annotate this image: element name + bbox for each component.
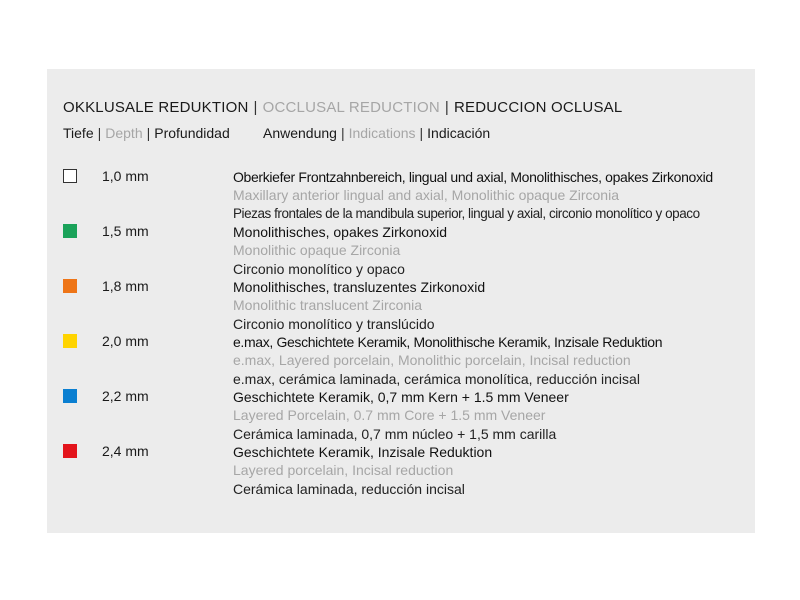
indication-es: Cerámica laminada, 0,7 mm núcleo + 1,5 mm carilla	[233, 425, 557, 442]
thickness-value: 1,5 mm	[102, 223, 149, 239]
indication-text	[233, 223, 447, 278]
app-en: Indications	[348, 125, 416, 141]
color-swatch	[63, 389, 77, 403]
indication-es: e.max, cerámica laminada, cerámica monolítica, reducción incisal	[233, 370, 640, 387]
indication-en: Maxillary anterior lingual and axial, Monolithic opaque Zirconia	[233, 187, 619, 204]
indication-text	[233, 333, 662, 388]
indication-de: Oberkiefer Frontzahnbereich, lingual und axial, Monolithisches, opakes Zirkonoxid	[233, 169, 713, 185]
table-row	[47, 167, 755, 222]
indication-en: Layered Porcelain, 0.7 mm Core + 1.5 mm Veneer	[233, 407, 546, 424]
depth-es: Profundidad	[154, 125, 230, 141]
indication-es: Circonio monolítico y translúcido	[233, 315, 435, 332]
indication-text	[233, 168, 713, 223]
column-headers	[63, 125, 491, 141]
indication-en: Layered porcelain, Incisal reduction	[233, 462, 454, 479]
occlusal-reduction-panel	[47, 69, 755, 533]
header-separator: |	[97, 125, 102, 141]
page-title	[63, 99, 622, 116]
title-en: OCCLUSAL REDUCTION	[262, 99, 440, 116]
indication-es: Piezas frontales de la mandibula superior, lingual y axial, circonio monolítico y opaco	[233, 205, 700, 221]
color-swatch	[63, 334, 77, 348]
thickness-value: 1,0 mm	[102, 168, 149, 184]
thickness-value: 1,8 mm	[102, 278, 149, 294]
title-separator: |	[444, 99, 449, 116]
title-separator: |	[253, 99, 258, 116]
table-row	[47, 442, 755, 497]
title-es: REDUCCION OCLUSAL	[453, 99, 623, 116]
app-es: Indicación	[427, 125, 491, 141]
depth-de: Tiefe	[63, 125, 94, 141]
indication-de: Geschichtete Keramik, 0,7 mm Kern + 1.5 mm Veneer	[233, 389, 569, 405]
thickness-value: 2,2 mm	[102, 388, 149, 404]
indication-de: e.max, Geschichtete Keramik, Monolithische Keramik, Inzisale Reduktion	[233, 334, 663, 350]
indication-en: Monolithic opaque Zirconia	[233, 242, 401, 259]
header-separator: |	[146, 125, 151, 141]
color-swatch	[63, 224, 77, 238]
header-separator: |	[340, 125, 345, 141]
table-row	[47, 222, 755, 277]
indications-header	[263, 125, 490, 141]
indication-text	[233, 388, 569, 443]
header-separator: |	[419, 125, 424, 141]
indication-de: Monolithisches, transluzentes Zirkonoxid	[233, 279, 486, 295]
color-swatch	[63, 279, 77, 293]
table-row	[47, 387, 755, 442]
reduction-table	[47, 167, 755, 497]
indication-en: Monolithic translucent Zirconia	[233, 297, 423, 314]
indication-de: Monolithisches, opakes Zirkonoxid	[233, 224, 447, 240]
title-de: OKKLUSALE REDUKTION	[63, 99, 249, 116]
indication-text	[233, 278, 485, 333]
indication-es: Circonio monolítico y opaco	[233, 260, 405, 277]
indication-en: e.max, Layered porcelain, Monolithic porcelain, Incisal reduction	[233, 352, 631, 369]
depth-header	[63, 125, 230, 141]
indication-es: Cerámica laminada, reducción incisal	[233, 480, 465, 497]
thickness-value: 2,0 mm	[102, 333, 149, 349]
app-de: Anwendung	[263, 125, 337, 141]
table-row	[47, 332, 755, 387]
color-swatch	[63, 444, 77, 458]
indication-text	[233, 443, 492, 498]
indication-de: Geschichtete Keramik, Inzisale Reduktion	[233, 444, 493, 460]
thickness-value: 2,4 mm	[102, 443, 149, 459]
depth-en: Depth	[105, 125, 143, 141]
table-row	[47, 277, 755, 332]
color-swatch	[63, 169, 77, 183]
